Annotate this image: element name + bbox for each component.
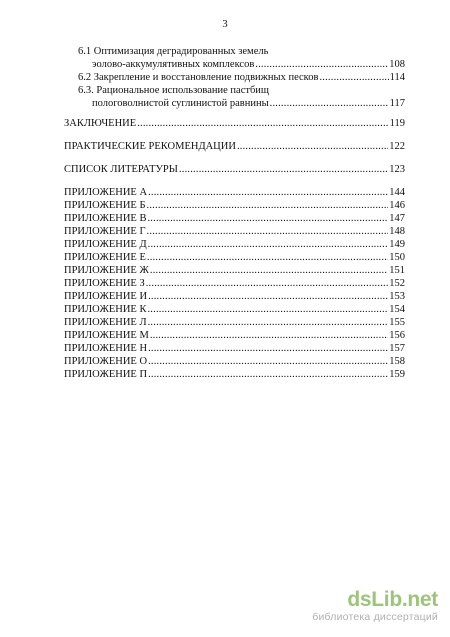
dot-leader [147,251,388,264]
toc-page-number: 117 [389,98,405,109]
dot-leader [148,238,389,251]
dot-leader [255,58,388,71]
toc-entry-text: ПРИЛОЖЕНИЕ П [64,369,148,380]
dot-leader [147,212,388,225]
toc-entry-conclusion[interactable] [64,117,405,130]
toc-page-number: 148 [389,226,405,237]
toc-page-number: 152 [389,278,405,289]
toc-page-number: 122 [389,141,405,152]
toc-entry-text: ЗАКЛЮЧЕНИЕ [64,118,137,129]
toc-entry-appendix[interactable] [64,342,405,355]
toc-entry-appendix[interactable] [64,199,405,212]
dot-leader [147,303,388,316]
toc-entry-appendix[interactable] [64,264,405,277]
toc-page-number: 108 [389,59,405,70]
toc-entry-text: ПРАКТИЧЕСКИЕ РЕКОМЕНДАЦИИ [64,141,236,152]
toc-entry-6-3[interactable] [92,97,405,110]
dot-leader [146,277,389,290]
toc-entry-text: пологоволнистой суглинистой равнины [92,98,269,109]
toc-entry-text: ПРИЛОЖЕНИЕ К [64,304,147,315]
page-number: 3 [222,19,228,30]
toc-page-number: 159 [389,369,405,380]
toc-entry-text: ПРИЛОЖЕНИЕ М [64,330,149,341]
toc-entry-appendix[interactable] [64,186,405,199]
dot-leader [148,368,388,381]
toc-entry-text: ПРИЛОЖЕНИЕ Е [64,252,146,263]
watermark [288,589,438,629]
dot-leader [270,97,389,110]
toc-entry-text: ПРИЛОЖЕНИЕ В [64,213,147,224]
toc-entry-appendix[interactable] [64,303,405,316]
toc-entry-text: ПРИЛОЖЕНИЕ И [64,291,148,302]
toc-entry-text: 6.2 Закрепление и восстановление подвижных песков [78,72,319,83]
toc-entry-text: ПРИЛОЖЕНИЕ Г [64,226,146,237]
toc-page-number: 144 [389,187,405,198]
toc-entry-appendix[interactable] [64,355,405,368]
toc-entry-recommendations[interactable] [64,140,405,153]
toc-page-number: 157 [389,343,405,354]
toc-entry-appendix[interactable] [64,290,405,303]
toc-page-number: 156 [389,330,405,341]
watermark-logo: dsLib.net [347,588,438,611]
toc-page-number: 149 [389,239,405,250]
toc-entry-6-1[interactable] [92,58,405,71]
toc-entry-references[interactable] [64,163,405,176]
dot-leader [150,264,388,277]
toc-entry-appendix[interactable] [64,329,405,342]
toc-section-title-6-1: 6.1 Оптимизация деградированных земель [78,46,269,57]
watermark-subtitle: библиотека диссертаций [312,611,438,623]
toc-entry-text: ПРИЛОЖЕНИЕ Ж [64,265,149,276]
toc-entry-text: эолово-аккумулятивных комплексов [92,59,255,70]
toc-entry-text: ПРИЛОЖЕНИЕ Л [64,317,147,328]
toc-page-number: 154 [389,304,405,315]
dot-leader [148,342,388,355]
toc-entry-appendix[interactable] [64,225,405,238]
toc-page-number: 151 [389,265,405,276]
toc-entry-text: ПРИЛОЖЕНИЕ О [64,356,148,367]
dot-leader [147,225,389,238]
dot-leader [179,163,388,176]
toc-page-number: 123 [389,164,405,175]
dot-leader [319,71,388,84]
toc-page-number: 147 [389,213,405,224]
toc-entry-text: ПРИЛОЖЕНИЕ Д [64,239,147,250]
toc-page-number: 146 [389,200,405,211]
dot-leader [148,316,389,329]
dot-leader [148,290,388,303]
toc-entry-appendix[interactable] [64,368,405,381]
toc-page-number: 114 [389,72,405,83]
toc-entry-text: ПРИЛОЖЕНИЕ Б [64,200,146,211]
toc-entry-appendix[interactable] [64,251,405,264]
toc-entry-text: ПРИЛОЖЕНИЕ З [64,278,145,289]
toc-entry-appendix[interactable] [64,238,405,251]
toc-page-number: 150 [389,252,405,263]
dot-leader [147,199,389,212]
toc-page-number: 155 [389,317,405,328]
toc-entry-6-2[interactable] [78,71,405,84]
toc-page-number: 153 [389,291,405,302]
toc-entry-text: СПИСОК ЛИТЕРАТУРЫ [64,164,178,175]
toc-entry-text: ПРИЛОЖЕНИЕ А [64,187,148,198]
toc-entry-appendix[interactable] [64,212,405,225]
dot-leader [148,355,388,368]
dot-leader [237,140,388,153]
dot-leader [148,186,388,199]
toc-entry-appendix[interactable] [64,316,405,329]
toc-section-title-6-3: 6.3. Рациональное использование пастбищ [78,85,269,96]
dot-leader [137,117,388,130]
toc-entry-appendix[interactable] [64,277,405,290]
toc-entry-text: ПРИЛОЖЕНИЕ Н [64,343,148,354]
dot-leader [150,329,388,342]
toc-page-number: 119 [389,118,405,129]
toc-page-number: 158 [389,356,405,367]
